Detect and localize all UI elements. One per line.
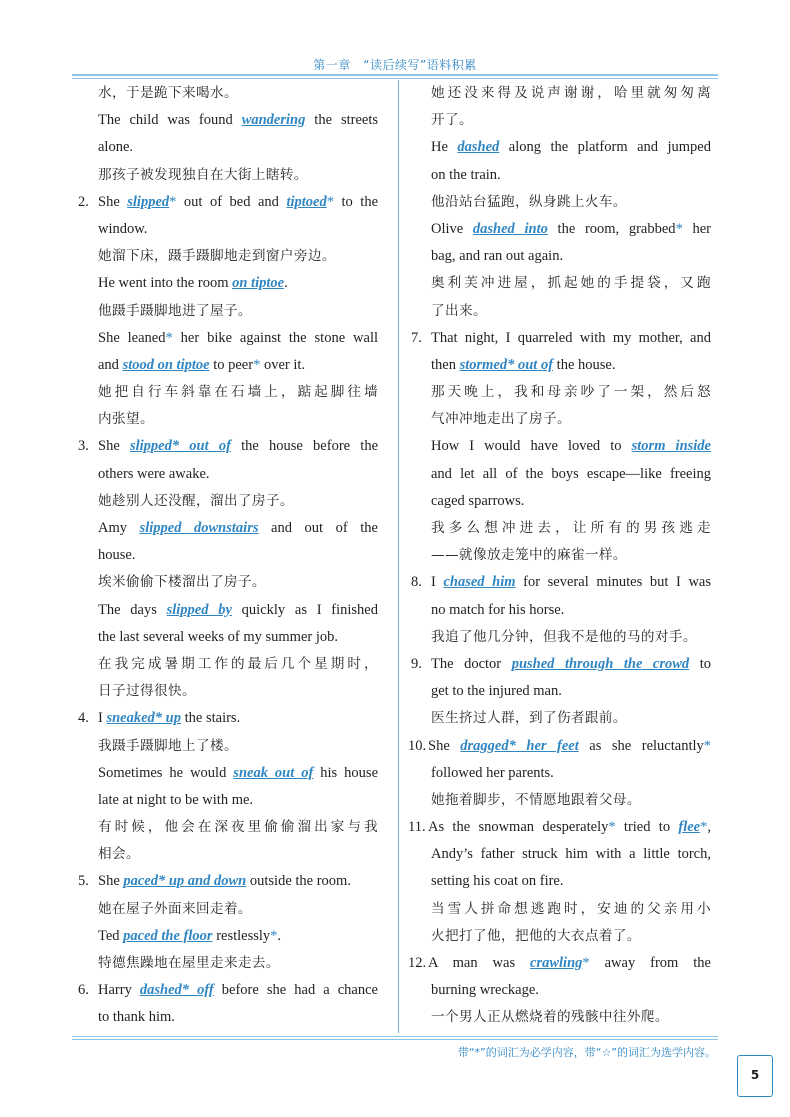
column-divider xyxy=(398,80,399,1033)
key-phrase: tiptoed xyxy=(286,193,327,210)
key-phrase: stood on tiptoe xyxy=(122,356,210,373)
text-segment: burning wreckage. xyxy=(431,982,539,999)
line-text xyxy=(431,379,711,406)
key-phrase: wandering xyxy=(241,112,306,129)
text-segment: the room, grabbed xyxy=(547,220,676,237)
text-segment: along the platform and jumped xyxy=(499,139,711,156)
example-line xyxy=(411,488,711,515)
right-column xyxy=(408,80,712,1032)
text-segment: Olive xyxy=(431,220,473,237)
text-segment: setting his coat on fire. xyxy=(431,873,564,890)
line-text xyxy=(431,515,711,542)
key-phrase: pushed through the crowd xyxy=(511,655,690,672)
text-segment: 她趁别人还没醒，溜出了房子。 xyxy=(98,492,294,509)
text-segment: A man was xyxy=(428,955,531,971)
key-phrase: on tiptoe xyxy=(232,275,285,292)
translation-line xyxy=(78,80,378,107)
translation-line xyxy=(411,298,711,325)
text-segment: Sometimes he would xyxy=(98,764,234,781)
line-text xyxy=(431,1004,711,1031)
line-text xyxy=(98,678,378,705)
line-text xyxy=(431,243,711,270)
line-text xyxy=(431,868,711,895)
key-phrase: slipped xyxy=(127,193,170,210)
line-text xyxy=(431,80,711,107)
line-text xyxy=(98,107,378,134)
translation-line xyxy=(411,542,711,569)
translation-line xyxy=(78,733,378,760)
line-text xyxy=(431,705,711,732)
text-segment: How I would have loved to xyxy=(431,438,632,455)
text-segment: as she reluctantly xyxy=(578,737,704,754)
line-text xyxy=(431,651,711,678)
line-text xyxy=(98,162,378,189)
example-line xyxy=(78,542,378,569)
line-text xyxy=(431,624,711,651)
text-segment: As the snowman desperately xyxy=(428,819,609,836)
text-segment: alone. xyxy=(98,139,134,156)
text-segment: 她溜下床，蹑手蹑脚地走到窗户旁边。 xyxy=(98,248,336,265)
text-segment: the house before the xyxy=(230,438,379,455)
text-segment: 开了。 xyxy=(431,112,473,129)
line-text xyxy=(431,787,711,814)
text-segment: 我蹑手蹑脚地上了楼。 xyxy=(98,737,238,754)
example-line xyxy=(408,733,712,760)
text-segment: 一个男人正从燃烧着的残骸中往外爬。 xyxy=(431,1009,669,1026)
line-text xyxy=(98,298,378,325)
item-number: 8. xyxy=(411,574,422,591)
required-vocab-marker: * xyxy=(169,193,177,210)
example-line xyxy=(78,107,378,134)
text-segment: That night, I quarreled with my mother, and xyxy=(431,329,711,346)
line-text xyxy=(98,406,378,433)
line-text xyxy=(98,542,378,569)
text-segment: I xyxy=(98,710,107,727)
key-phrase: storm inside xyxy=(631,438,711,455)
line-text xyxy=(98,651,378,678)
example-line xyxy=(78,352,378,379)
translation-line xyxy=(78,814,378,841)
text-segment: and let all of the boys escape—like freeing xyxy=(431,465,711,482)
translation-line xyxy=(78,651,378,678)
translation-line xyxy=(78,406,378,433)
example-line xyxy=(78,977,378,1004)
text-segment: Andy’s father struck him with a little torch, xyxy=(431,846,711,863)
key-phrase: sneaked* up xyxy=(106,710,181,727)
header-rule xyxy=(72,74,718,76)
translation-line xyxy=(78,950,378,977)
required-vocab-marker: * xyxy=(165,329,173,346)
translation-line xyxy=(411,270,711,297)
line-text xyxy=(98,597,378,624)
text-segment: window. xyxy=(98,220,148,237)
line-text xyxy=(98,270,378,297)
chapter-header: 第一章 “读后续写”语料积累 xyxy=(313,58,477,72)
example-line xyxy=(411,868,711,895)
translation-line xyxy=(78,678,378,705)
line-text xyxy=(431,597,711,624)
text-segment: get to the injured man. xyxy=(431,683,562,700)
required-vocab-marker: * xyxy=(326,193,334,210)
example-line xyxy=(411,461,711,488)
line-text xyxy=(98,461,378,488)
line-text xyxy=(98,216,378,243)
required-vocab-marker: * xyxy=(703,737,712,754)
example-line xyxy=(411,325,711,352)
line-text xyxy=(431,760,711,787)
item-number: 3. xyxy=(78,438,89,455)
example-line xyxy=(78,134,378,161)
text-segment: 日子过得很快。 xyxy=(98,683,196,700)
example-line xyxy=(411,243,711,270)
text-segment: She xyxy=(428,737,461,754)
example-line xyxy=(411,678,711,705)
key-phrase: slipped* out of xyxy=(129,438,231,455)
line-text xyxy=(428,950,711,977)
example-line xyxy=(78,868,378,895)
key-phrase: stormed* out of xyxy=(459,356,554,373)
key-phrase: slipped by xyxy=(166,601,232,618)
line-text xyxy=(431,270,711,297)
text-segment: 气冲冲地走出了房子。 xyxy=(431,411,571,428)
line-text xyxy=(98,841,378,868)
text-segment: restlessly xyxy=(212,927,271,944)
text-segment: 水，于是跪下来喝水。 xyxy=(98,85,238,101)
text-segment: The child was found xyxy=(98,112,242,129)
translation-line xyxy=(78,569,378,596)
line-text xyxy=(431,325,711,352)
text-segment: 我多么想冲进去，让所有的男孩逃走 xyxy=(431,520,711,536)
line-text xyxy=(98,760,378,787)
line-text xyxy=(98,814,378,841)
text-segment: the house. xyxy=(553,356,616,373)
key-phrase: slipped downstairs xyxy=(139,520,259,536)
key-phrase: crawling xyxy=(530,955,583,971)
example-line xyxy=(411,352,711,379)
translation-line xyxy=(78,488,378,515)
example-line xyxy=(78,515,378,542)
example-line xyxy=(411,433,711,460)
example-line xyxy=(411,841,711,868)
item-number: 6. xyxy=(78,982,89,999)
text-segment: outside the room. xyxy=(246,873,351,890)
example-line xyxy=(78,705,378,732)
example-line xyxy=(411,162,711,189)
translation-line xyxy=(78,243,378,270)
line-text xyxy=(98,189,378,216)
text-segment: caged sparrows. xyxy=(431,492,525,509)
item-number: 7. xyxy=(411,329,422,346)
text-segment: 那孩子被发现独自在大街上瞎转。 xyxy=(98,166,308,183)
example-line xyxy=(408,814,711,841)
text-segment: She xyxy=(98,438,130,455)
key-phrase: flee xyxy=(678,819,701,836)
line-text xyxy=(428,733,711,760)
text-segment: 特德焦躁地在屋里走来走去。 xyxy=(98,955,280,971)
text-segment: He went into the room xyxy=(98,275,233,292)
key-phrase: dashed xyxy=(457,139,500,156)
text-segment: . xyxy=(277,927,282,944)
line-text xyxy=(431,461,711,488)
text-segment: 火把打了他，把他的大衣点着了。 xyxy=(431,927,641,944)
translation-line xyxy=(411,923,711,950)
example-line xyxy=(411,597,711,624)
text-segment: The doctor xyxy=(431,655,512,672)
example-line xyxy=(78,216,378,243)
line-text xyxy=(98,134,378,161)
line-text xyxy=(98,868,378,895)
translation-line xyxy=(411,705,711,732)
example-line xyxy=(78,270,378,297)
example-line xyxy=(78,760,378,787)
line-text xyxy=(98,950,378,977)
translation-line xyxy=(78,896,378,923)
example-line xyxy=(78,433,378,460)
example-line xyxy=(411,760,711,787)
text-segment: her xyxy=(682,220,712,237)
key-phrase: dashed* off xyxy=(139,982,214,999)
text-segment: She leaned xyxy=(98,329,166,346)
footnote: 带“*”的词汇为必学内容，带“☆”的词汇为选学内容。 xyxy=(457,1046,716,1059)
line-text xyxy=(428,814,711,841)
line-text xyxy=(98,896,378,923)
text-segment: to peer xyxy=(209,356,254,373)
text-segment: her bike against the stone wall xyxy=(172,329,378,346)
line-text xyxy=(98,515,378,542)
line-text xyxy=(431,298,711,325)
text-segment: The days xyxy=(98,601,167,618)
line-text xyxy=(431,162,711,189)
translation-line xyxy=(411,896,711,923)
line-text xyxy=(98,80,378,107)
text-segment: away from the xyxy=(589,955,711,971)
text-segment: no match for his horse. xyxy=(431,601,565,618)
key-phrase: dragged* her feet xyxy=(460,737,579,754)
item-number: 4. xyxy=(78,710,89,727)
text-segment: 内张望。 xyxy=(98,411,154,428)
text-segment: 奥利芙冲进屋，抓起她的手提袋，又跑 xyxy=(431,275,711,292)
page-number: 5 xyxy=(750,1068,760,1082)
line-text xyxy=(98,977,378,1004)
text-segment: the streets xyxy=(305,112,378,129)
line-text xyxy=(431,977,711,1004)
text-segment: Harry xyxy=(98,982,140,999)
translation-line xyxy=(78,841,378,868)
example-line xyxy=(78,1004,378,1031)
page-number-box xyxy=(737,1055,773,1097)
example-line xyxy=(411,134,711,161)
translation-line xyxy=(411,406,711,433)
translation-line xyxy=(411,80,711,107)
text-segment: for several minutes but I was xyxy=(515,574,711,591)
item-number: 9. xyxy=(411,655,422,672)
line-text xyxy=(431,841,711,868)
text-segment: to xyxy=(689,655,711,672)
translation-line xyxy=(411,515,711,542)
line-text xyxy=(431,896,711,923)
example-line xyxy=(78,325,378,352)
translation-line xyxy=(411,624,711,651)
line-text xyxy=(98,733,378,760)
text-segment: followed her parents. xyxy=(431,764,554,781)
line-text xyxy=(98,787,378,814)
required-vocab-marker: * xyxy=(675,220,683,237)
text-segment: 他沿站台猛跑，纵身跳上火车。 xyxy=(431,193,627,210)
text-segment: He xyxy=(431,139,458,156)
example-line xyxy=(411,651,711,678)
item-number: 2. xyxy=(78,193,89,210)
text-segment: She xyxy=(98,193,128,210)
line-text xyxy=(98,379,378,406)
example-line xyxy=(78,787,378,814)
item-number: 11. xyxy=(408,819,426,836)
line-text xyxy=(98,569,378,596)
text-segment: late at night to be with me. xyxy=(98,791,254,808)
required-vocab-marker: * xyxy=(582,955,590,971)
example-line xyxy=(408,950,711,977)
text-segment: 她把自行车斜靠在石墙上，踮起脚往墙 xyxy=(98,384,378,401)
text-segment: Ted xyxy=(98,927,124,944)
text-segment: 埃米偷偷下楼溜出了房子。 xyxy=(98,574,266,591)
footer-rule-thin xyxy=(72,1039,718,1040)
text-segment: and xyxy=(98,356,123,373)
text-segment: I xyxy=(431,574,444,591)
text-segment: then xyxy=(431,356,460,373)
key-phrase: paced the floor xyxy=(123,927,213,944)
required-vocab-marker: * xyxy=(270,927,278,944)
line-text xyxy=(431,352,711,379)
line-text xyxy=(431,923,711,950)
line-text xyxy=(431,433,711,460)
required-vocab-marker: * xyxy=(253,356,261,373)
line-text xyxy=(98,923,378,950)
example-line xyxy=(411,216,711,243)
line-text xyxy=(431,189,711,216)
example-line xyxy=(78,189,378,216)
example-line xyxy=(411,977,711,1004)
example-line xyxy=(411,569,711,596)
line-text xyxy=(431,488,711,515)
example-line xyxy=(78,461,378,488)
example-line xyxy=(78,597,378,624)
key-phrase: paced* up and down xyxy=(123,873,247,890)
text-segment: 医生挤过人群，到了伤者跟前。 xyxy=(431,710,627,727)
key-phrase: sneak out of xyxy=(233,764,314,781)
line-text xyxy=(431,216,711,243)
footer-rule xyxy=(72,1036,718,1037)
key-phrase: dashed into xyxy=(472,220,548,237)
item-number: 5. xyxy=(78,873,89,890)
text-segment: ——就像放走笼中的麻雀一样。 xyxy=(431,547,627,564)
text-segment: house. xyxy=(98,547,136,564)
line-text xyxy=(431,406,711,433)
line-text xyxy=(98,624,378,651)
text-segment: 她还没来得及说声谢谢，哈里就匆匆离 xyxy=(431,85,711,101)
line-text xyxy=(431,134,711,161)
line-text xyxy=(98,433,378,460)
text-segment: over it. xyxy=(260,356,306,373)
text-segment: 他蹑手蹑脚地进了屋子。 xyxy=(98,302,252,319)
item-number: 10. xyxy=(408,737,427,754)
text-segment: She xyxy=(98,873,124,890)
text-segment: 当雪人拼命想逃跑时，安迪的父亲用小 xyxy=(431,900,711,917)
line-text xyxy=(431,542,711,569)
required-vocab-marker: * xyxy=(700,819,708,836)
key-phrase: chased him xyxy=(443,574,516,591)
item-number: 12. xyxy=(408,955,427,971)
required-vocab-marker: * xyxy=(608,819,616,836)
text-segment: on the train. xyxy=(431,166,501,183)
text-segment: 有时候，他会在深夜里偷偷溜出家与我 xyxy=(98,819,378,836)
text-segment: 她拖着脚步，不情愿地跟着父母。 xyxy=(431,791,641,808)
line-text xyxy=(98,705,378,732)
example-line xyxy=(78,624,378,651)
text-segment: others were awake. xyxy=(98,465,210,482)
text-segment: quickly as I finished xyxy=(231,601,378,618)
translation-line xyxy=(411,787,711,814)
text-segment: Amy xyxy=(98,520,140,536)
translation-line xyxy=(411,107,711,134)
text-segment: . xyxy=(284,275,288,292)
text-segment: 她在屋子外面来回走着。 xyxy=(98,900,252,917)
translation-line xyxy=(78,162,378,189)
translation-line xyxy=(411,189,711,216)
translation-line xyxy=(78,298,378,325)
line-text xyxy=(98,243,378,270)
text-segment: 那天晚上，我和母亲吵了一架，然后怒 xyxy=(431,384,711,401)
line-text xyxy=(431,569,711,596)
text-segment: 相会。 xyxy=(98,846,140,863)
text-segment: , xyxy=(707,819,711,836)
text-segment: his house xyxy=(313,764,378,781)
line-text xyxy=(431,678,711,705)
text-segment: and out of the xyxy=(258,520,378,536)
translation-line xyxy=(411,379,711,406)
text-segment: 我追了他几分钟，但我不是他的马的对手。 xyxy=(431,628,697,645)
text-segment: to thank him. xyxy=(98,1009,175,1026)
text-segment: before she had a chance xyxy=(213,982,378,999)
text-segment: the stairs. xyxy=(181,710,241,727)
header-rule-thin xyxy=(72,78,718,79)
line-text xyxy=(98,488,378,515)
line-text xyxy=(98,1004,378,1031)
text-segment: 了出来。 xyxy=(431,302,487,319)
text-segment: 在我完成暑期工作的最后几个星期时， xyxy=(98,655,378,672)
text-segment: out of bed and xyxy=(176,193,287,210)
line-text xyxy=(98,325,378,352)
translation-line xyxy=(411,1004,711,1031)
left-column xyxy=(78,80,378,1032)
example-line xyxy=(78,923,378,950)
line-text xyxy=(98,352,378,379)
text-segment: the last several weeks of my summer job. xyxy=(98,628,338,645)
text-segment: to the xyxy=(333,193,379,210)
text-segment: bag, and ran out again. xyxy=(431,248,564,265)
translation-line xyxy=(78,379,378,406)
line-text xyxy=(431,107,711,134)
text-segment: tried to xyxy=(615,819,679,836)
